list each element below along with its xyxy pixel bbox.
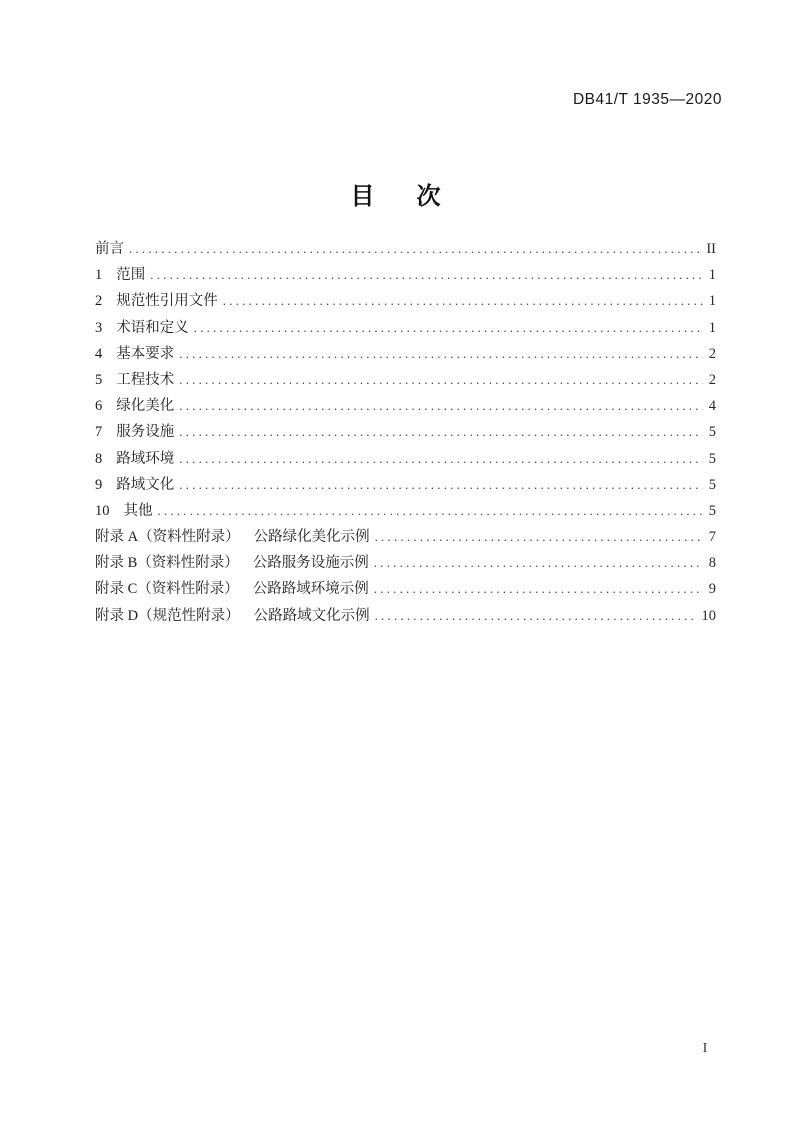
toc-entry-title: 前言	[95, 241, 124, 257]
toc-row	[95, 577, 716, 603]
toc-entry-page: 1	[708, 267, 716, 284]
page-header	[573, 91, 722, 109]
toc-list	[95, 237, 716, 630]
toc-leader-dots	[194, 320, 703, 336]
toc-leader-dots	[223, 293, 703, 309]
toc-entry-number: 3	[95, 319, 103, 336]
toc-entry-number: 9	[95, 476, 103, 493]
toc-entry-page: 10	[701, 607, 716, 624]
toc-entry-title: 其他	[123, 502, 153, 519]
toc-leader-dots	[375, 608, 696, 624]
toc-entry-title: 路域环境	[116, 450, 175, 467]
toc-entry-title: 绿化美化	[116, 398, 175, 415]
standard-number: DB41/T 1935—2020	[572, 91, 722, 108]
toc-entry-title: 术语和定义	[116, 319, 189, 336]
toc-leader-dots	[129, 241, 700, 257]
toc-entry-title: 基本要求	[116, 345, 175, 362]
toc-leader-dots	[179, 346, 703, 362]
toc-leader-dots	[374, 555, 703, 571]
toc-leader-dots	[179, 451, 703, 467]
toc-entry-number: 附录 D（规范性附录）	[95, 607, 240, 624]
toc-entry-number: 附录 A（资料性附录）	[95, 529, 240, 546]
toc-row	[95, 368, 716, 394]
toc-entry-page: 2	[708, 345, 716, 362]
toc-entry-page: 9	[708, 581, 716, 598]
toc-entry-page: 1	[708, 293, 716, 310]
toc-entry-title: 公路路域文化示例	[253, 607, 370, 624]
toc-entry-page: 5	[708, 450, 716, 467]
toc-row	[95, 447, 716, 473]
toc-entry-page: II	[706, 241, 716, 257]
toc-entry-title: 公路服务设施示例	[252, 555, 369, 572]
page-number: I	[702, 1041, 708, 1056]
toc-entry-title: 规范性引用文件	[116, 293, 218, 310]
toc-entry-title: 公路路域环境示例	[252, 581, 369, 598]
toc-leader-dots	[374, 581, 703, 597]
toc-entry-page: 5	[708, 502, 716, 519]
toc-entry-page: 5	[708, 424, 716, 441]
toc-entry-number: 6	[95, 398, 103, 415]
toc-leader-dots	[158, 503, 703, 519]
toc-leader-dots	[179, 398, 703, 414]
toc-entry-page: 1	[708, 319, 716, 336]
toc-row	[95, 263, 716, 289]
toc-entry-page: 5	[708, 476, 716, 493]
page-title: 目 次	[350, 183, 450, 210]
toc-leader-dots	[179, 424, 703, 440]
toc-entry-page: 4	[708, 398, 716, 415]
toc-row	[95, 237, 716, 263]
page-footer	[695, 1041, 715, 1057]
toc-leader-dots	[150, 267, 703, 283]
toc-row	[95, 604, 716, 630]
toc-row	[95, 394, 716, 420]
toc-row	[95, 499, 716, 525]
toc-entry-title: 工程技术	[116, 371, 175, 388]
toc-entry-title: 公路绿化美化示例	[253, 529, 370, 546]
toc-entry-number: 7	[95, 424, 103, 441]
toc-entry-number: 附录 C（资料性附录）	[95, 581, 239, 598]
toc-entry-page: 7	[708, 529, 716, 546]
toc-entry-number: 1	[95, 267, 103, 284]
toc-entry-page: 2	[708, 371, 716, 388]
toc-entry-number: 附录 B（资料性附录）	[95, 555, 239, 572]
toc-leader-dots	[179, 372, 703, 388]
toc-entry-number: 4	[95, 345, 103, 362]
toc-row	[95, 316, 716, 342]
toc-row	[95, 289, 716, 315]
toc-entry-title: 范围	[116, 267, 146, 284]
toc-row	[95, 420, 716, 446]
toc-row	[95, 551, 716, 577]
toc-leader-dots	[179, 477, 703, 493]
toc-entry-title: 路域文化	[116, 476, 175, 493]
toc-entry-number: 8	[95, 450, 103, 467]
toc-row	[95, 473, 716, 499]
toc-entry-number: 2	[95, 293, 103, 310]
toc-entry-title: 服务设施	[116, 424, 175, 441]
toc-entry-page: 8	[708, 555, 716, 572]
toc-entry-number: 5	[95, 371, 103, 388]
toc-entry-number: 10	[95, 502, 110, 519]
toc-leader-dots	[375, 529, 703, 545]
toc-row	[95, 525, 716, 551]
toc-row	[95, 342, 716, 368]
